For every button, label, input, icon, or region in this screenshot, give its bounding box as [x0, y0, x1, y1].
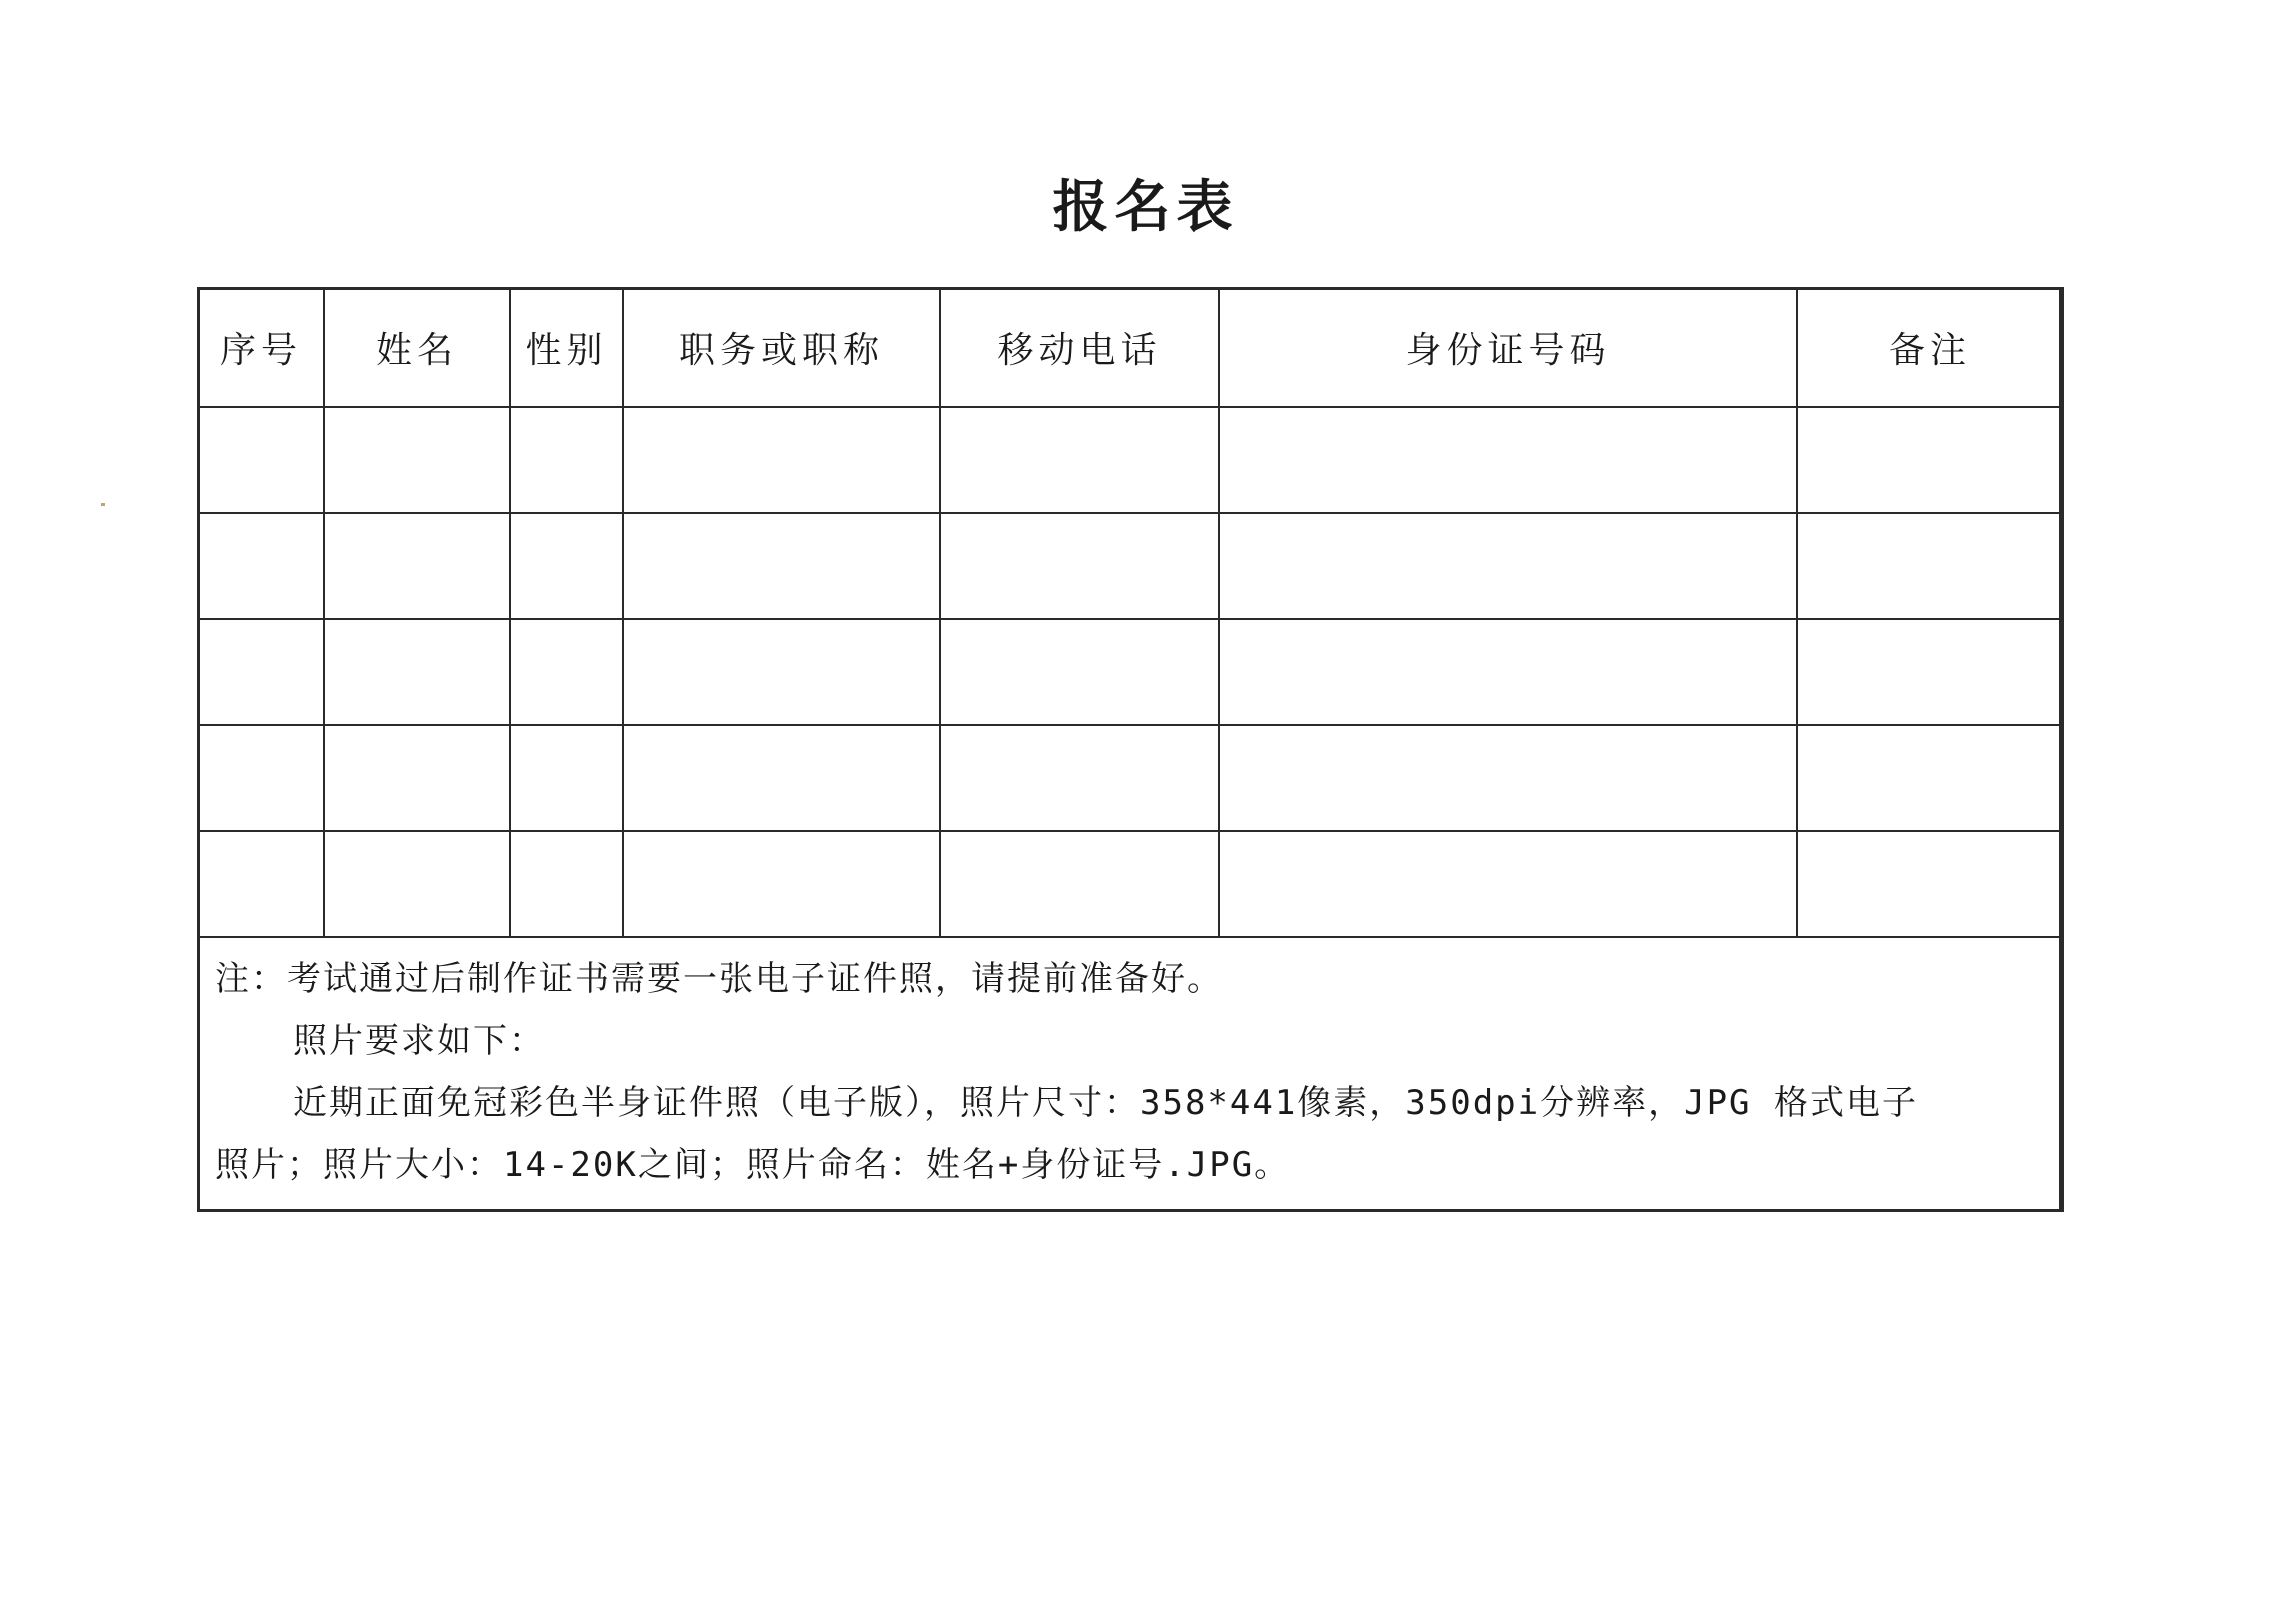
scan-speck: [101, 503, 105, 506]
column-header-remarks: 备注: [1797, 288, 2063, 407]
page-title: 报名表: [1052, 175, 1239, 240]
note-line-naming: 照片；照片大小：14-20K之间；照片命名：姓名+身份证号.JPG。: [215, 1145, 1291, 1185]
note-line-spec: 近期正面免冠彩色半身证件照（电子版），照片尺寸：358*441像素，350dpi分辨率，JPG 格式电子: [293, 1083, 1918, 1123]
table-outer-border: [197, 287, 2062, 1212]
column-header-name: 姓名: [324, 288, 510, 407]
column-header-mobile: 移动电话: [940, 288, 1219, 407]
note-line-heading: 照片要求如下：: [293, 1021, 545, 1061]
column-header-title: 职务或职称: [623, 288, 940, 407]
column-header-index: 序号: [198, 288, 324, 407]
column-header-id-number: 身份证号码: [1219, 288, 1797, 407]
note-line-intro: 注：考试通过后制作证书需要一张电子证件照，请提前准备好。: [215, 959, 1223, 999]
column-header-gender: 性别: [510, 288, 623, 407]
